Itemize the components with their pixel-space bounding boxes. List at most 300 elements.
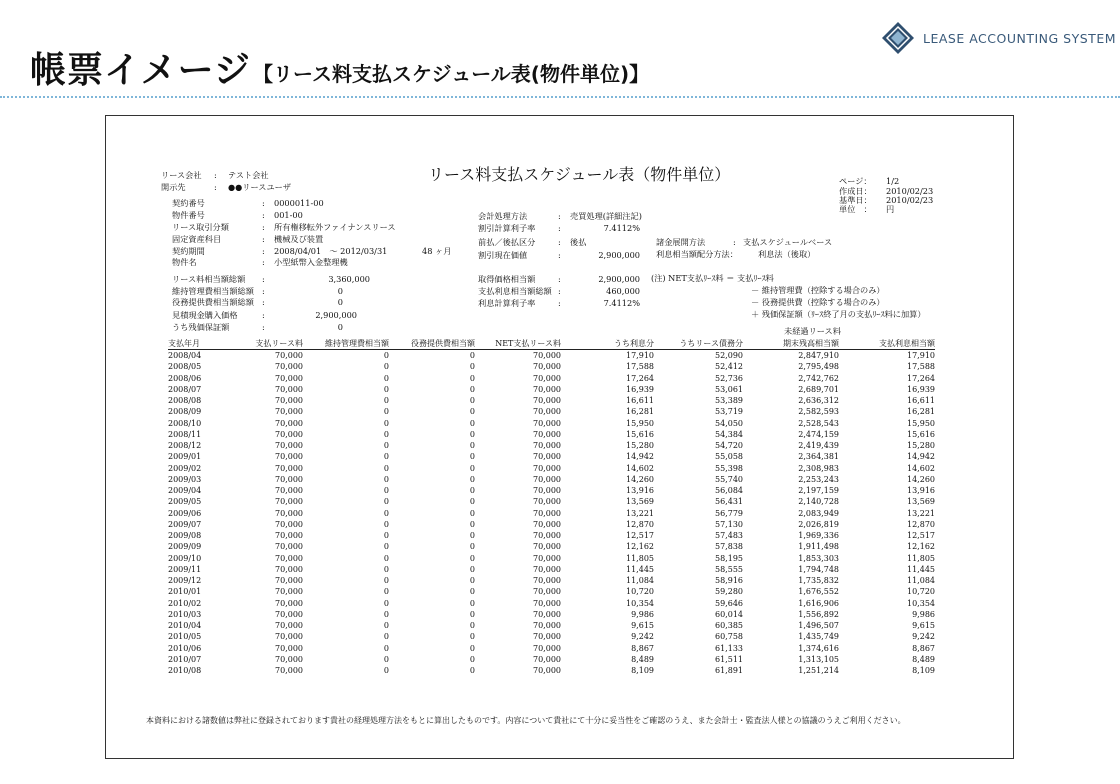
table-cell: 55,058: [715, 452, 743, 462]
table-cell: 70,000: [275, 486, 303, 495]
table-cell: 70,000: [533, 508, 561, 518]
table-cell: 0: [383, 553, 389, 563]
table-cell: 12,162: [626, 542, 654, 552]
table-cell: 0: [469, 654, 475, 664]
table-row: [168, 609, 935, 620]
colon: :: [262, 274, 265, 284]
fund-method-label: 諸金展開方法: [656, 237, 706, 247]
table-cell: 0: [469, 666, 475, 675]
table-cell: 2,795,498: [798, 362, 839, 372]
note-line-3: ＋ 残価保証額（ﾘｰｽ終了月の支払ﾘｰｽ料に加算）: [751, 309, 926, 319]
table-row: [168, 418, 935, 429]
unit-label: 単位 ：: [839, 204, 872, 214]
table-cell: 2008/12: [168, 441, 202, 450]
table-cell: 0: [383, 609, 389, 619]
note-line-2: － 役務提供費（控除する場合のみ）: [751, 297, 885, 307]
acct-method-value: 売買処理(詳細注記): [570, 211, 642, 221]
table-row: [168, 485, 935, 496]
table-cell: 0: [469, 564, 475, 574]
table-cell: 11,445: [626, 564, 654, 574]
table-cell: 61,891: [715, 666, 743, 675]
table-cell: 70,000: [533, 564, 561, 574]
table-cell: 14,260: [626, 474, 654, 484]
table-cell: 0: [383, 463, 389, 473]
contract-no-label: 契約番号: [172, 198, 205, 208]
table-cell: 70,000: [275, 441, 303, 450]
header-top-note: 未経過リース料: [784, 326, 841, 336]
table-cell: 2009/12: [168, 576, 202, 585]
table-cell: 1,251,214: [798, 666, 839, 675]
table-cell: 70,000: [275, 531, 303, 540]
table-cell: 70,000: [533, 407, 561, 417]
table-cell: 0: [469, 452, 475, 462]
cash-price-label: 見積現金購入価格: [172, 310, 238, 320]
table-row: [168, 575, 935, 586]
table-cell: 70,000: [533, 531, 561, 540]
table-cell: 54,050: [715, 418, 743, 428]
table-cell: 0: [383, 418, 389, 428]
table-cell: 8,867: [912, 643, 935, 653]
table-cell: 16,939: [907, 384, 935, 394]
table-cell: 0: [469, 407, 475, 417]
table-cell: 1,794,748: [798, 564, 839, 574]
table-cell: 2009/02: [168, 463, 202, 473]
table-cell: 1,969,336: [798, 531, 839, 540]
colon: :: [214, 170, 217, 180]
table-cell: 70,000: [533, 351, 561, 360]
table-cell: 17,588: [907, 362, 935, 372]
table-cell: 0: [383, 587, 389, 597]
table-cell: 0: [469, 609, 475, 619]
table-cell: 70,000: [275, 598, 303, 608]
table-cell: 2,636,312: [798, 396, 839, 405]
table-cell: 1,853,303: [798, 553, 839, 563]
table-cell: 2010/06: [168, 643, 202, 653]
table-cell: 0: [383, 531, 389, 540]
table-cell: 0: [383, 542, 389, 552]
col-header: 支払利息相当額: [839, 337, 935, 350]
table-cell: 1,496,507: [798, 621, 839, 630]
table-cell: 0: [383, 429, 389, 439]
interest-rate-value: 7.4112%: [603, 298, 640, 308]
table-cell: 0: [383, 654, 389, 664]
service-total-value: 0: [337, 297, 343, 307]
table-cell: 2,253,243: [798, 474, 839, 484]
table-cell: 70,000: [533, 362, 561, 372]
table-cell: 11,805: [907, 553, 935, 563]
table-cell: 12,870: [907, 519, 935, 529]
table-cell: 70,000: [275, 553, 303, 563]
table-cell: 1,374,616: [798, 643, 839, 653]
table-row: [168, 598, 935, 609]
table-cell: 70,000: [533, 486, 561, 495]
table-row: [168, 631, 935, 642]
table-cell: 11,084: [626, 576, 654, 585]
table-cell: 70,000: [275, 632, 303, 642]
table-cell: 70,000: [533, 384, 561, 394]
colon: :: [558, 237, 561, 247]
table-row: [168, 541, 935, 552]
table-cell: 70,000: [533, 463, 561, 473]
col-header: うちリース債務分: [654, 337, 743, 350]
table-cell: 70,000: [533, 553, 561, 563]
table-cell: 2009/03: [168, 474, 202, 484]
residual-label: うち残価保証額: [172, 322, 230, 332]
item-no-label: 物件番号: [172, 210, 205, 220]
interest-total-value: 460,000: [606, 286, 640, 296]
table-cell: 60,385: [715, 621, 743, 630]
table-cell: 70,000: [275, 497, 303, 507]
table-cell: 0: [469, 429, 475, 439]
table-cell: 70,000: [533, 441, 561, 450]
table-cell: 13,221: [626, 508, 654, 518]
table-cell: 0: [469, 576, 475, 585]
table-cell: 8,867: [631, 643, 654, 653]
table-cell: 2009/10: [168, 553, 202, 563]
table-cell: 70,000: [275, 384, 303, 394]
disclose-label: 開示先: [161, 182, 186, 192]
table-cell: 70,000: [533, 542, 561, 552]
table-cell: 10,354: [907, 598, 935, 608]
table-cell: 52,736: [715, 373, 743, 383]
table-cell: 17,910: [626, 351, 654, 360]
table-cell: 14,602: [626, 463, 654, 473]
table-cell: 52,412: [715, 362, 743, 372]
slide-subtitle: 【リース料支払スケジュール表(物件単位)】: [253, 62, 650, 86]
table-cell: 60,014: [715, 609, 743, 619]
pre-post-label: 前払／後払区分: [478, 237, 536, 247]
table-cell: 0: [469, 418, 475, 428]
table-cell: 2010/01: [168, 587, 202, 597]
table-cell: 10,720: [626, 587, 654, 597]
col-header: 支払リース料: [228, 337, 303, 350]
table-cell: 70,000: [275, 666, 303, 675]
interest-total-label: 支払利息相当額総額: [478, 286, 552, 296]
table-cell: 70,000: [533, 587, 561, 597]
table-cell: 0: [469, 463, 475, 473]
table-cell: 70,000: [275, 407, 303, 417]
asset-label: 固定資産科目: [172, 234, 222, 244]
table-cell: 0: [383, 373, 389, 383]
table-cell: 0: [383, 441, 389, 450]
table-cell: 70,000: [275, 564, 303, 574]
table-cell: 0: [469, 351, 475, 360]
table-cell: 58,916: [715, 576, 743, 585]
col-header: 支払年月: [168, 337, 228, 350]
table-cell: 16,939: [626, 384, 654, 394]
colon: :: [558, 211, 561, 221]
table-cell: 9,986: [912, 609, 935, 619]
table-header-row: [168, 337, 935, 350]
item-name-value: 小型紙幣入金整理機: [274, 257, 348, 267]
company-label: リース会社: [161, 170, 202, 180]
table-cell: 0: [383, 632, 389, 642]
page-value: 1/2: [886, 176, 900, 186]
table-cell: 11,445: [907, 564, 935, 574]
table-cell: 2,742,762: [798, 373, 839, 383]
table-cell: 61,511: [715, 654, 743, 664]
discount-rate-label: 割引計算利子率: [478, 223, 536, 233]
table-cell: 0: [469, 486, 475, 495]
maint-total-label: 維持管理費相当額総額: [172, 286, 254, 296]
table-cell: 70,000: [275, 519, 303, 529]
table-cell: 11,805: [626, 553, 654, 563]
table-cell: 14,942: [907, 452, 935, 462]
table-cell: 57,838: [715, 542, 743, 552]
table-cell: 9,242: [912, 632, 935, 642]
table-cell: 14,260: [907, 474, 935, 484]
slide-title: 帳票イメージ: [30, 50, 251, 91]
report-title: リース料支払スケジュール表（物件単位）: [428, 165, 731, 184]
table-row: [168, 463, 935, 474]
table-cell: 0: [383, 564, 389, 574]
table-row: [168, 654, 935, 665]
table-cell: 0: [469, 519, 475, 529]
table-cell: 16,611: [907, 396, 935, 405]
table-cell: 70,000: [275, 654, 303, 664]
table-row: [168, 350, 935, 362]
table-cell: 2010/03: [168, 609, 202, 619]
table-cell: 59,280: [715, 587, 743, 597]
table-cell: 10,354: [626, 598, 654, 608]
interest-alloc-label: 利息相当額配分方法：: [656, 249, 738, 259]
table-cell: 59,646: [715, 598, 743, 608]
table-cell: 13,916: [626, 486, 654, 495]
table-cell: 0: [469, 587, 475, 597]
table-cell: 2,026,819: [798, 519, 839, 529]
table-cell: 70,000: [275, 362, 303, 372]
table-cell: 2,197,159: [798, 486, 839, 495]
table-cell: 0: [383, 384, 389, 394]
table-cell: 8,109: [912, 666, 935, 675]
table-cell: 13,569: [626, 497, 654, 507]
table-cell: 1,556,892: [798, 609, 839, 619]
table-cell: 13,221: [907, 508, 935, 518]
table-row: [168, 496, 935, 507]
table-cell: 0: [469, 474, 475, 484]
table-cell: 70,000: [533, 666, 561, 675]
table-cell: 14,602: [907, 463, 935, 473]
table-cell: 0: [383, 666, 389, 675]
table-cell: 57,483: [715, 531, 743, 540]
table-cell: 15,950: [907, 418, 935, 428]
table-cell: 13,569: [907, 497, 935, 507]
table-cell: 0: [469, 531, 475, 540]
disclose-value: ●●リースユーザ: [228, 182, 292, 192]
table-cell: 2009/08: [168, 531, 202, 540]
table-row: [168, 519, 935, 530]
table-cell: 15,950: [626, 418, 654, 428]
colon: :: [558, 250, 561, 260]
table-cell: 9,242: [631, 632, 654, 642]
table-cell: 1,435,749: [798, 632, 839, 642]
table-row: [168, 553, 935, 564]
dotted-divider: [0, 96, 1120, 98]
table-cell: 2010/04: [168, 621, 202, 630]
table-cell: 0: [383, 396, 389, 405]
total-lease-value: 3,360,000: [328, 274, 370, 284]
interest-alloc-value: 利息法（後取）: [758, 249, 816, 259]
table-cell: 70,000: [275, 587, 303, 597]
colon: :: [733, 237, 736, 247]
table-cell: 16,611: [626, 396, 654, 405]
table-cell: 2,528,543: [798, 418, 839, 428]
table-cell: 58,195: [715, 553, 743, 563]
table-cell: 2,308,983: [798, 463, 839, 473]
table-cell: 0: [469, 441, 475, 450]
table-cell: 13,916: [907, 486, 935, 495]
table-cell: 70,000: [533, 452, 561, 462]
table-cell: 70,000: [533, 373, 561, 383]
table-cell: 12,162: [907, 542, 935, 552]
table-cell: 2008/11: [168, 429, 202, 439]
table-cell: 70,000: [533, 598, 561, 608]
unit-value: 円: [886, 204, 895, 214]
col-header: 維持管理費相当額: [303, 337, 389, 350]
table-row: [168, 384, 935, 395]
table-cell: 70,000: [533, 396, 561, 405]
table-cell: 58,555: [715, 564, 743, 574]
table-cell: 2010/07: [168, 654, 202, 664]
table-row: [168, 530, 935, 541]
table-cell: 2009/07: [168, 519, 202, 529]
table-cell: 0: [469, 621, 475, 630]
table-cell: 56,779: [715, 508, 743, 518]
note-title: (注) NET支払ﾘｰｽ料 ＝ 支払ﾘｰｽ料: [651, 273, 774, 283]
table-cell: 70,000: [275, 463, 303, 473]
table-cell: 54,384: [715, 429, 743, 439]
table-row: [168, 429, 935, 440]
interest-rate-label: 利息計算利子率: [478, 298, 536, 308]
fund-method-value: 支払スケジュールベース: [743, 237, 833, 247]
created-value: 2010/02/23: [886, 186, 934, 196]
table-cell: 53,719: [715, 407, 743, 417]
table-cell: 56,084: [715, 486, 743, 495]
table-row: [168, 586, 935, 597]
table-cell: 17,264: [626, 373, 654, 383]
table-cell: 70,000: [275, 452, 303, 462]
colon: :: [262, 198, 265, 208]
table-cell: 0: [383, 351, 389, 360]
table-cell: 15,616: [907, 429, 935, 439]
company-logo: [881, 20, 1116, 56]
table-cell: 0: [383, 576, 389, 585]
colon: :: [262, 322, 265, 332]
table-cell: 2009/01: [168, 452, 202, 462]
table-cell: 2008/04: [168, 351, 202, 360]
colon: :: [262, 234, 265, 244]
colon: :: [262, 222, 265, 232]
base-label: 基準日：: [839, 195, 872, 205]
table-cell: 1,676,552: [798, 587, 839, 597]
pv-value: 2,900,000: [598, 250, 640, 260]
table-cell: 0: [469, 542, 475, 552]
col-header: NET支払リース料: [475, 337, 561, 350]
colon: :: [262, 257, 265, 267]
table-row: [168, 373, 935, 384]
table-cell: 0: [383, 407, 389, 417]
contract-no-value: 0000011-00: [274, 198, 324, 208]
table-cell: 70,000: [275, 418, 303, 428]
table-cell: 0: [469, 632, 475, 642]
table-cell: 2009/11: [168, 564, 202, 574]
table-cell: 0: [469, 497, 475, 507]
table-cell: 70,000: [533, 519, 561, 529]
disclaimer-footer: 本資料における諸数値は弊社に登録されております貴社の経理処理方法をもとに算出したものです。内容について貴社にて十分に妥当性をご確認のうえ、また会計士・監査法人様との協議のうえご利用ください。: [146, 716, 906, 725]
table-cell: 0: [469, 508, 475, 518]
table-cell: 9,986: [631, 609, 654, 619]
table-row: [168, 665, 935, 676]
cash-price-value: 2,900,000: [315, 310, 357, 320]
table-cell: 2009/05: [168, 497, 202, 507]
table-row: [168, 508, 935, 519]
table-cell: 2008/06: [168, 373, 202, 383]
report-sheet: [105, 115, 1014, 759]
asset-value: 機械及び装置: [274, 234, 324, 244]
table-cell: 0: [383, 486, 389, 495]
table-cell: 0: [469, 373, 475, 383]
table-row: [168, 620, 935, 631]
company-value: テスト会社: [228, 170, 269, 180]
table-row: [168, 643, 935, 654]
table-cell: 56,431: [715, 497, 743, 507]
table-cell: 2,419,439: [798, 441, 839, 450]
table-cell: 2,364,381: [798, 452, 839, 462]
acq-value: 2,900,000: [598, 274, 640, 284]
pv-label: 割引現在価値: [478, 250, 528, 260]
table-cell: 2,083,949: [798, 508, 839, 518]
table-cell: 0: [383, 508, 389, 518]
table-cell: 70,000: [275, 508, 303, 518]
table-row: [168, 361, 935, 372]
table-cell: 2009/09: [168, 542, 202, 552]
col-header: 期末残高相当額: [743, 337, 839, 350]
item-name-label: 物件名: [172, 257, 197, 267]
page-label: ページ：: [839, 176, 872, 186]
table-cell: 2008/05: [168, 362, 202, 372]
colon: :: [262, 210, 265, 220]
table-cell: 60,758: [715, 632, 743, 642]
table-cell: 53,389: [715, 396, 743, 405]
table-cell: 1,735,832: [798, 576, 839, 585]
table-cell: 16,281: [907, 407, 935, 417]
table-cell: 2008/07: [168, 384, 202, 394]
table-cell: 70,000: [533, 609, 561, 619]
table-cell: 0: [383, 621, 389, 630]
diamond-logo-icon: [881, 21, 915, 55]
item-no-value: 001-00: [274, 210, 303, 220]
table-cell: 17,264: [907, 373, 935, 383]
table-cell: 0: [383, 452, 389, 462]
lease-type-value: 所有権移転外ファイナンスリース: [274, 222, 396, 232]
table-cell: 2008/09: [168, 407, 202, 417]
table-cell: 70,000: [275, 429, 303, 439]
table-cell: 2,847,910: [798, 351, 839, 360]
table-cell: 10,720: [907, 587, 935, 597]
table-cell: 70,000: [533, 643, 561, 653]
table-row: [168, 406, 935, 417]
table-cell: 2,582,593: [798, 407, 839, 417]
total-lease-label: リース料相当額総額: [172, 274, 246, 284]
acq-label: 取得価格相当額: [478, 274, 536, 284]
table-cell: 0: [469, 553, 475, 563]
table-cell: 0: [383, 519, 389, 529]
table-cell: 0: [469, 396, 475, 405]
table-cell: 70,000: [533, 632, 561, 642]
table-cell: 70,000: [275, 621, 303, 630]
table-cell: 1,911,498: [798, 542, 839, 552]
table-cell: 2009/06: [168, 508, 202, 518]
